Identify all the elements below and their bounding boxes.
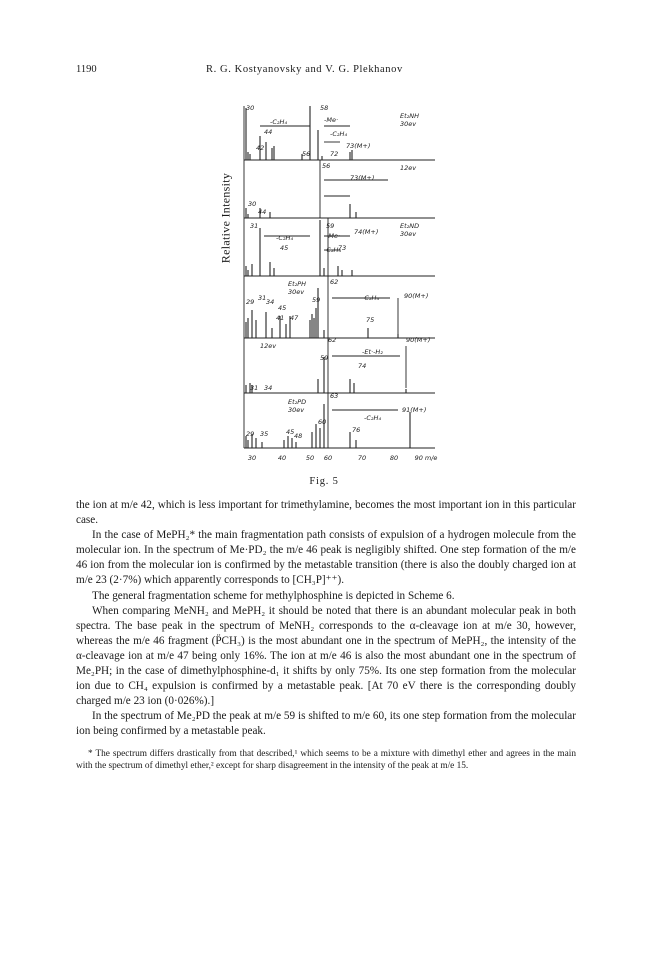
peak-annotation: -C₂H₄ <box>362 294 379 302</box>
peak-annotation: 90(M+) <box>404 292 429 300</box>
peak-annotation: 29 <box>246 430 255 438</box>
panel-label: 12ev <box>400 164 417 172</box>
peak-annotation: 74(M+) <box>354 228 379 236</box>
panel-label: Et₂PH <box>288 280 307 288</box>
paragraph: When comparing MeNH₂ and MePH₂ it should be noted that there is an abundant molecular peak in both spectra. The base peak in the spectrum of MeNH₂ corresponds to the α-cleavage ion at m/e 30, however, whereas the m/e 46 fragment (P̈CH₃) is the most abundant one in the spectrum of MePH₂, the intensity of the α-cleavage ion at m/e 47 being only 16%. The ion at m/e 46 is also the most abundant one in the spectrum of Me₂PH; in the case of dimethylphosphine-d₁ it shifts by only 75%. Its one step formation from the molecular ion due to CH₄ expulsion is confirmed by a metastable peak. [At 70 eV there is the corresponding doubly charged m/e 23 ion (0·026%).] <box>76 604 576 708</box>
peak-annotation: 44 <box>264 128 273 136</box>
paragraph: In the case of MePH₂* the main fragmentation path consists of expulsion of a hydrogen molecule from the molecular ion. In the spectrum of Me·PD₂ the m/e 46 peak is negligibly shifted. One step formation of the m/e 46 ion from the molecular ion is confirmed by the metastable transition (there is also the doubly charged ion at m/e 23 (2·7%) which apparently corresponds to [CH₃P]⁺⁺). <box>76 529 576 587</box>
panel-label: 30ev <box>400 120 417 128</box>
peak-annotation: 56 <box>322 162 331 170</box>
peak-annotation: -Me· <box>324 116 339 124</box>
paragraph: The general fragmentation scheme for methylphosphine is depicted in Scheme 6. <box>92 589 455 602</box>
peak-annotation: 31 <box>258 294 267 302</box>
peak-annotation: -C₂H₄ <box>270 118 287 126</box>
peak-annotation: 31 <box>250 222 259 230</box>
peak-annotation: -C₂H₄ <box>324 246 341 254</box>
x-tick-label: 50 <box>305 454 315 462</box>
peak-annotation: 72 <box>330 150 339 158</box>
peak-annotation: 44 <box>258 208 267 216</box>
peak-annotation: 59 <box>326 222 335 230</box>
peak-annotation: 29 <box>246 298 255 306</box>
peak-annotation: -C₂H₄ <box>276 234 293 242</box>
x-tick-label: 30 <box>247 454 257 462</box>
peak-annotation: 42 <box>256 144 265 152</box>
peak-annotation: -C₂H₄ <box>364 414 381 422</box>
peak-annotation: 48 <box>294 432 303 440</box>
peak-annotation: 73(M+) <box>346 142 371 150</box>
peak-annotation: 62 <box>328 336 337 344</box>
panel-label: Et₂ND <box>400 222 420 230</box>
peak-annotation: 91(M+) <box>402 406 427 414</box>
spectra-plot <box>200 98 460 468</box>
peak-annotation: -Et·-H₂ <box>362 348 383 356</box>
peak-annotation: 31 <box>250 384 259 392</box>
peak-annotation: 35 <box>260 430 269 438</box>
x-tick-label: 70 <box>357 454 367 462</box>
mass-spectra-figure <box>200 98 460 468</box>
panel-label: Et₂NH <box>400 112 420 120</box>
x-tick-label: 40 <box>277 454 287 462</box>
panel-label: Et₂PD <box>288 398 307 406</box>
peak-annotation: 74 <box>358 362 367 370</box>
peak-annotation: 34 <box>264 384 273 392</box>
body-text <box>76 498 576 772</box>
page-number: 1190 <box>76 64 97 75</box>
peak-annotation: 45 <box>286 428 295 436</box>
paragraph: the ion at m/e 42, which is less important for trimethylamine, becomes the most important ion in this particular case. <box>76 499 576 527</box>
peak-annotation: -C₂H₄ <box>330 130 347 138</box>
peak-annotation: 56 <box>302 150 311 158</box>
peak-annotation: 34 <box>266 298 275 306</box>
footnote: * The spectrum differs drastically from that described,¹ which seems to be a mixture with dimethyl ether and agrees in the main with the spectrum of dimethyl ether,² except for sharp disagreement in the intensity of the peak at m/e 15. <box>76 748 576 771</box>
x-tick-label: 90 m/e <box>414 454 438 462</box>
peak-annotation: 60 <box>318 418 327 426</box>
running-header <box>76 64 576 80</box>
panel-label: 30ev <box>288 406 305 414</box>
figure-caption: Fig. 5 <box>309 476 339 487</box>
peak-annotation: 75 <box>366 316 375 324</box>
peak-annotation: 76 <box>352 426 361 434</box>
peak-annotation: 59 <box>320 354 329 362</box>
peak-annotation: 45 <box>278 304 287 312</box>
panel-label: 30ev <box>288 288 305 296</box>
x-tick-label: 80 <box>389 454 399 462</box>
panel-label: 12ev <box>260 342 277 350</box>
peak-annotation: 41 <box>276 314 285 322</box>
peak-annotation: 30 <box>246 104 255 112</box>
peak-annotation: 45 <box>280 244 289 252</box>
peak-annotation: 73(M+) <box>350 174 375 182</box>
peak-annotation: 62 <box>330 278 339 286</box>
panel-label: 30ev <box>400 230 417 238</box>
peak-annotation: 73 <box>338 244 347 252</box>
peak-annotation: 47 <box>290 314 299 322</box>
paragraph: In the spectrum of Me₂PD the peak at m/e 59 is shifted to m/e 60, its one step formation from the molecular ion being confirmed by a metastable peak. <box>76 710 576 738</box>
peak-annotation: 30 <box>248 200 257 208</box>
running-title: R. G. Kostyanovsky and V. G. Plekhanov <box>206 64 403 75</box>
x-tick-label: 60 <box>323 454 333 462</box>
peak-annotation: -Me· <box>326 232 341 240</box>
peak-annotation: 59 <box>312 296 321 304</box>
peak-annotation: 58 <box>320 104 329 112</box>
peak-annotation: 63 <box>330 392 339 400</box>
peak-annotation: 90(M+) <box>406 336 431 344</box>
